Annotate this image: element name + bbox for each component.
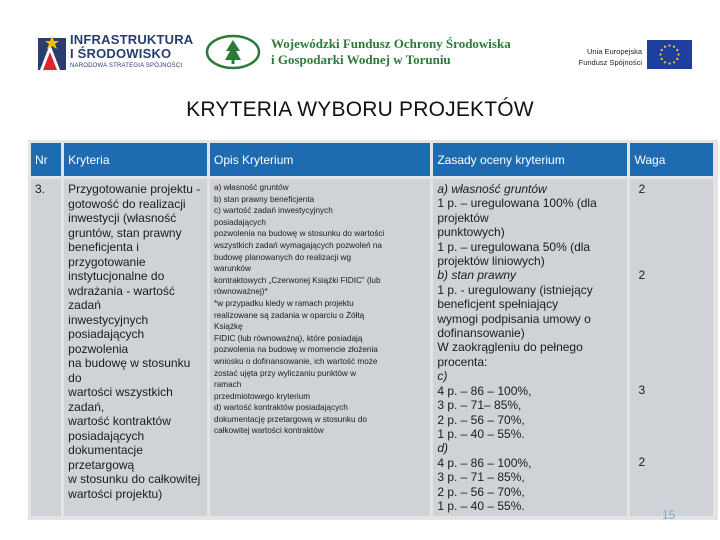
opis-line: wniosku o dofinansowanie, ich wartość może <box>214 356 378 366</box>
page-title: KRYTERIA WYBORU PROJEKTÓW <box>186 98 534 121</box>
zasady-line: 4 p. – 86 – 100%, <box>437 455 532 470</box>
header-kryteria: Kryteria <box>64 143 207 176</box>
opis-line: a) własność gruntów <box>214 183 289 192</box>
zasady-line: 2 p. – 56 – 70%, <box>437 412 525 427</box>
opis-line: przedmiotowego kryterium <box>214 391 311 401</box>
kryteria-line: inwestycyjnych <box>68 312 149 327</box>
opis-line: FIDIC (lub równoważną), które posiadają <box>214 333 363 343</box>
zasady-line: 2 p. – 56 – 70%, <box>437 484 525 499</box>
cell-zasady <box>433 179 627 516</box>
zasady-line: a) własność gruntów <box>437 182 547 196</box>
kryteria-line: instytucjonalne do <box>68 269 165 283</box>
eu-flag-icon <box>647 40 692 69</box>
criteria-table <box>28 140 718 520</box>
kryteria-line: wdrażania - wartość <box>68 283 175 298</box>
wfosigw-name-line1: Wojewódzki Fundusz Ochrony Środowiska <box>271 36 511 51</box>
opis-line: pozwolenia na budowę w momencie złożenia <box>214 345 378 355</box>
zasady-line: wymogi podpisania umowy o <box>437 311 591 326</box>
zasady-line: dofinansowanie) <box>437 326 525 341</box>
opis-line: Książkę <box>214 322 243 332</box>
zasady-line: projektów <box>437 210 489 225</box>
page-number: 15 <box>662 508 676 522</box>
opis-line: c) wartość zadań inwestycyjnych <box>214 206 333 216</box>
opis-line: warunków <box>214 264 251 274</box>
zasady-line: procenta: <box>437 354 488 369</box>
opis-line: pozwolenia na budowę w stosunku do wartości <box>214 229 385 239</box>
table-row <box>31 179 713 516</box>
opis-line: realizowane są zadania w oparciu o Żółtą <box>214 310 365 320</box>
zasady-line: W zaokrągleniu do pełnego <box>437 340 583 355</box>
wfosigw-logo <box>205 32 520 74</box>
zasady-line: 3 p. – 71 – 85%, <box>437 470 525 485</box>
infrastruktura-logo <box>38 30 194 74</box>
kryteria-line: beneficjenta i <box>68 240 139 254</box>
kryteria-line: Przygotowanie projektu - <box>68 182 201 196</box>
kryteria-line: zadań, <box>68 399 105 414</box>
zasady-line: 1 p. - uregulowany (istniejący <box>437 282 593 297</box>
zasady-line: 1 p. – uregulowana 50% (dla <box>437 239 591 254</box>
zasady-line: d) <box>437 441 448 456</box>
infrastruktura-logo-mark-icon <box>38 32 66 70</box>
cell-kryteria <box>64 179 207 516</box>
opis-line: posiadających <box>214 217 266 227</box>
opis-line: d) wartość kontraktów posiadających <box>214 403 348 413</box>
table-header-row <box>31 143 713 176</box>
kryteria-line: gotowość do realizacji <box>68 196 186 211</box>
cell-opis <box>210 179 430 516</box>
opis-line: dokumentację przetargową w stosunku do <box>214 414 367 424</box>
kryteria-line: pozwolenia <box>68 341 129 356</box>
kryteria-line: gruntów, stan prawny <box>68 225 182 240</box>
kryteria-line: przetargową <box>68 457 135 472</box>
zasady-line: projektów liniowych) <box>437 254 545 269</box>
waga-a: 2 <box>638 182 646 196</box>
zasady-line: c) <box>437 369 448 384</box>
opis-line: zostać ujęta przy wyliczaniu punktów w <box>214 368 356 378</box>
kryteria-line: wartości projektu) <box>68 486 163 501</box>
zasady-line: 3 p. – 71– 85%, <box>437 398 522 413</box>
opis-line: kontraktowych „Czerwonej Książki FIDIC” (lub <box>214 275 381 285</box>
opis-line: b) stan prawny beneficjenta <box>214 194 315 204</box>
zasady-line: beneficjent spełniający <box>437 297 559 312</box>
kryteria-line: zadań <box>68 298 101 312</box>
zasady-line: 1 p. – uregulowana 100% (dla <box>437 196 597 211</box>
kryteria-line: w stosunku do całkowitej <box>68 472 201 486</box>
kryteria-line: inwestycji (własność <box>68 211 177 225</box>
kryteria-line: posiadających <box>68 428 145 443</box>
slide-header <box>0 0 720 92</box>
kryteria-line: wartości wszystkich <box>68 385 173 399</box>
opis-line: wszystkich zadań wymagających pozwoleń na <box>214 240 382 250</box>
wfosigw-name-line2: i Gospodarki Wodnej w Toruniu <box>271 52 451 67</box>
zasady-line: 1 p. – 40 – 55%. <box>437 426 525 441</box>
zasady-line: 1 p. – 40 – 55%. <box>437 498 525 513</box>
header-opis: Opis Kryterium <box>210 143 430 176</box>
waga-b: 2 <box>638 268 646 282</box>
zasady-line: 4 p. – 86 – 100%, <box>437 383 532 398</box>
waga-c: 3 <box>638 383 646 397</box>
cell-waga <box>630 179 713 516</box>
header-zasady: Zasady oceny kryterium <box>433 143 627 176</box>
opis-line: ramach <box>214 380 242 390</box>
infrastruktura-logo-line3: NARODOWA STRATEGIA SPÓJNOŚCI <box>70 63 183 69</box>
zasady-line: punktowych) <box>437 225 505 240</box>
eu-caption-line1: Unia Europejska <box>586 47 642 56</box>
opis-line: budowę planowanych do realizacji wg <box>214 252 352 262</box>
kryteria-line: przygotowanie <box>68 254 146 269</box>
zasady-line: b) stan prawny <box>437 268 517 283</box>
header-waga: Waga <box>630 143 713 176</box>
kryteria-line: dokumentacje <box>68 443 143 457</box>
header-nr: Nr <box>31 143 61 176</box>
kryteria-line: na budowę w stosunku <box>68 356 191 370</box>
eu-caption-line2: Fundusz Spójności <box>578 58 642 67</box>
opis-line: całkowitej wartości kontraktów <box>214 426 324 436</box>
opis-line: równoważnej)* <box>214 287 268 297</box>
waga-d: 2 <box>638 455 646 469</box>
infrastruktura-logo-line1: INFRASTRUKTURA <box>70 32 194 47</box>
kryteria-line: posiadających <box>68 327 145 341</box>
opis-line: *w przypadku kiedy w ramach projektu <box>214 298 354 308</box>
infrastruktura-logo-line2: I ŚRODOWISKO <box>70 46 172 61</box>
kryteria-line: do <box>68 370 82 385</box>
cell-nr: 3. <box>31 179 61 516</box>
kryteria-line: wartość kontraktów <box>68 414 171 428</box>
wfosigw-emblem-icon <box>205 34 261 70</box>
eu-caption <box>579 46 642 68</box>
